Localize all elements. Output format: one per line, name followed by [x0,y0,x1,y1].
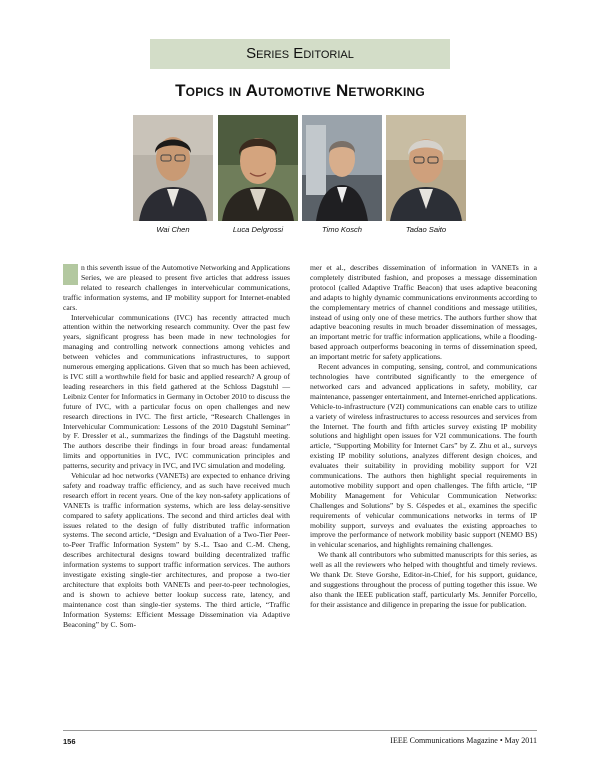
paragraph-text: n this seventh issue of the Automotive Networking and Applications Series, we are pleased to present five articles that address issues related to research challenges in intervehicular communications, traffic information systems, and IP mobility support for Internet-enabled cars. [63,263,290,312]
series-banner: Series Editorial [150,39,450,69]
paragraph [63,263,290,313]
body-column-left [63,263,290,630]
portrait-photo-wai-chen [133,115,213,221]
portrait-image [133,115,213,221]
portrait-image [386,115,466,221]
portrait-image [302,115,382,221]
photo-caption: Wai Chen [156,225,190,234]
photo-caption: Luca Delgrossi [232,225,284,234]
journal-citation: IEEE Communications Magazine • May 2011 [390,736,537,745]
article-title: Topics in Automotive Networking [175,81,425,100]
body-column-right [310,263,537,610]
paragraph: We thank all contributors who submitted manuscripts for this series, as well as all the reviewers who helped with thoughtful and timely reviews. We thank Dr. Steve Gorshe, Editor-in-Chief, for his support, guidance, and suggestions throughout the process of putting together this issue. We also thank the IEEE publication staff, particularly Ms. Jennifer Porcello, for their assistance and diligence in preparing the issue for publication. [310,550,537,609]
paragraph: Intervehicular communications (IVC) has recently attracted much attention within the networking research community. Over the past few years, significant progress has been made in new technologies for managing and controlling network connections among vehicles and between vehicles and communications infrastructures, to support numerous emerging applications. Given that so much has been achieved, is IVC still a worthwhile field for basic and applied research? A group of leading researchers in this field gathered at the Schloss Dagstuhl — Leibniz Center for Informatics in Germany in October 2010 to discuss the future of IVC, with a particular focus on open challenges and new research directions in IVC. The first article, “Research Challenges in Intervehicular Communication: Lessons of the 2010 Dagstuhl Seminar” by F. Dressler et al., summarizes the findings of the Dagstuhl meeting. The authors describe their findings in four broad areas: fundamental limits and opportunities in IVC, IVC communication principles and patterns, security and privacy in IVC, and IVC simulation and modeling. [63,312,290,471]
page-number: 156 [63,737,76,746]
paragraph: mer et al., describes dissemination of information in VANETs in a completely distributed fashion, and proposes a message dissemination protocol (called Adaptive Traffic Beacon) that uses adaptive beaconing and adapts to highly dynamic communications environments according to the complementary metrics of channel conditions and message utilities, instead of using only one of these metrics. The authors further show that adaptive beaconing results in much broader dissemination of messages, an important metric for traffic information applications, while a flooding-based approach outperforms beaconing in terms of dissemination speed, an important metric for safety applications. [310,263,537,362]
photo-caption: Tadao Saito [405,225,447,234]
drop-cap-decoration [63,264,78,285]
portrait-photo-tadao-saito [386,115,466,221]
photo-caption: Timo Kosch [321,225,363,234]
footer-divider [63,730,537,731]
portrait-photo-timo-kosch [302,115,382,221]
paragraph: Vehicular ad hoc networks (VANETs) are expected to enhance driving safety and roadway traffic efficiency, and as such have received much research effort in recent years. One of the key non-safety applications of VANETs is traffic information systems, which are less delay-sensitive compared to safety applications. The second and third articles deal with issues related to the design of fully distributed traffic information systems. The second article, “Design and Evaluation of a Two-Tier Peer-to-Peer Traffic Information System” by S.-L. Tsao and C.-M. Cheng, describes architectural designs toward building decentralized traffic information systems to support traffic information services. The authors investigate existing single-tier architectures, and propose a two-tier architecture that exploits both VANETs and peer-to-peer technologies, and is shown to achieve better lookup success rate, latency, and maintenance cost than single-tier systems. The third article, “Traffic Information Systems: Efficient Message Dissemination via Adaptive Beaconing” by C. Som- [63,471,290,629]
portrait-photo-luca-delgrossi [218,115,298,221]
paragraph: Recent advances in computing, sensing, control, and communications technologies have contributed significantly to the emergence of networked cars and advanced applications in safety, mobility, car maintenance, passenger entertainment, and Internet-enriched applications. Vehicle-to-infrastructure (V2I) communications can enable cars to utilize a variety of wireless infrastructures to access resources and services from the Internet. The fourth and fifth articles survey existing IP mobility solutions and highlight open issues for V2I communications. The fourth article, “Supporting Mobility for Internet Cars” by Z. Zhu et al., surveys existing IP mobility solutions, analyzes different design choices, and evaluates their suitability in providing mobility support for V2I communications. The authors then highlight special requirements in automotive mobility support and open challenges. The fifth article, “IP Mobility Management for Vehicular Communication Networks: Challenges and Solutions” by S. Céspedes et al., examines the specific requirements of vehicular communications networks in terms of IP mobility support, surveys and evaluates the existing approaches to improve the performance of network mobility basic support (NEMO BS) in vehicular scenarios, and highlights remaining challenges. [310,362,537,550]
portrait-image [218,115,298,221]
